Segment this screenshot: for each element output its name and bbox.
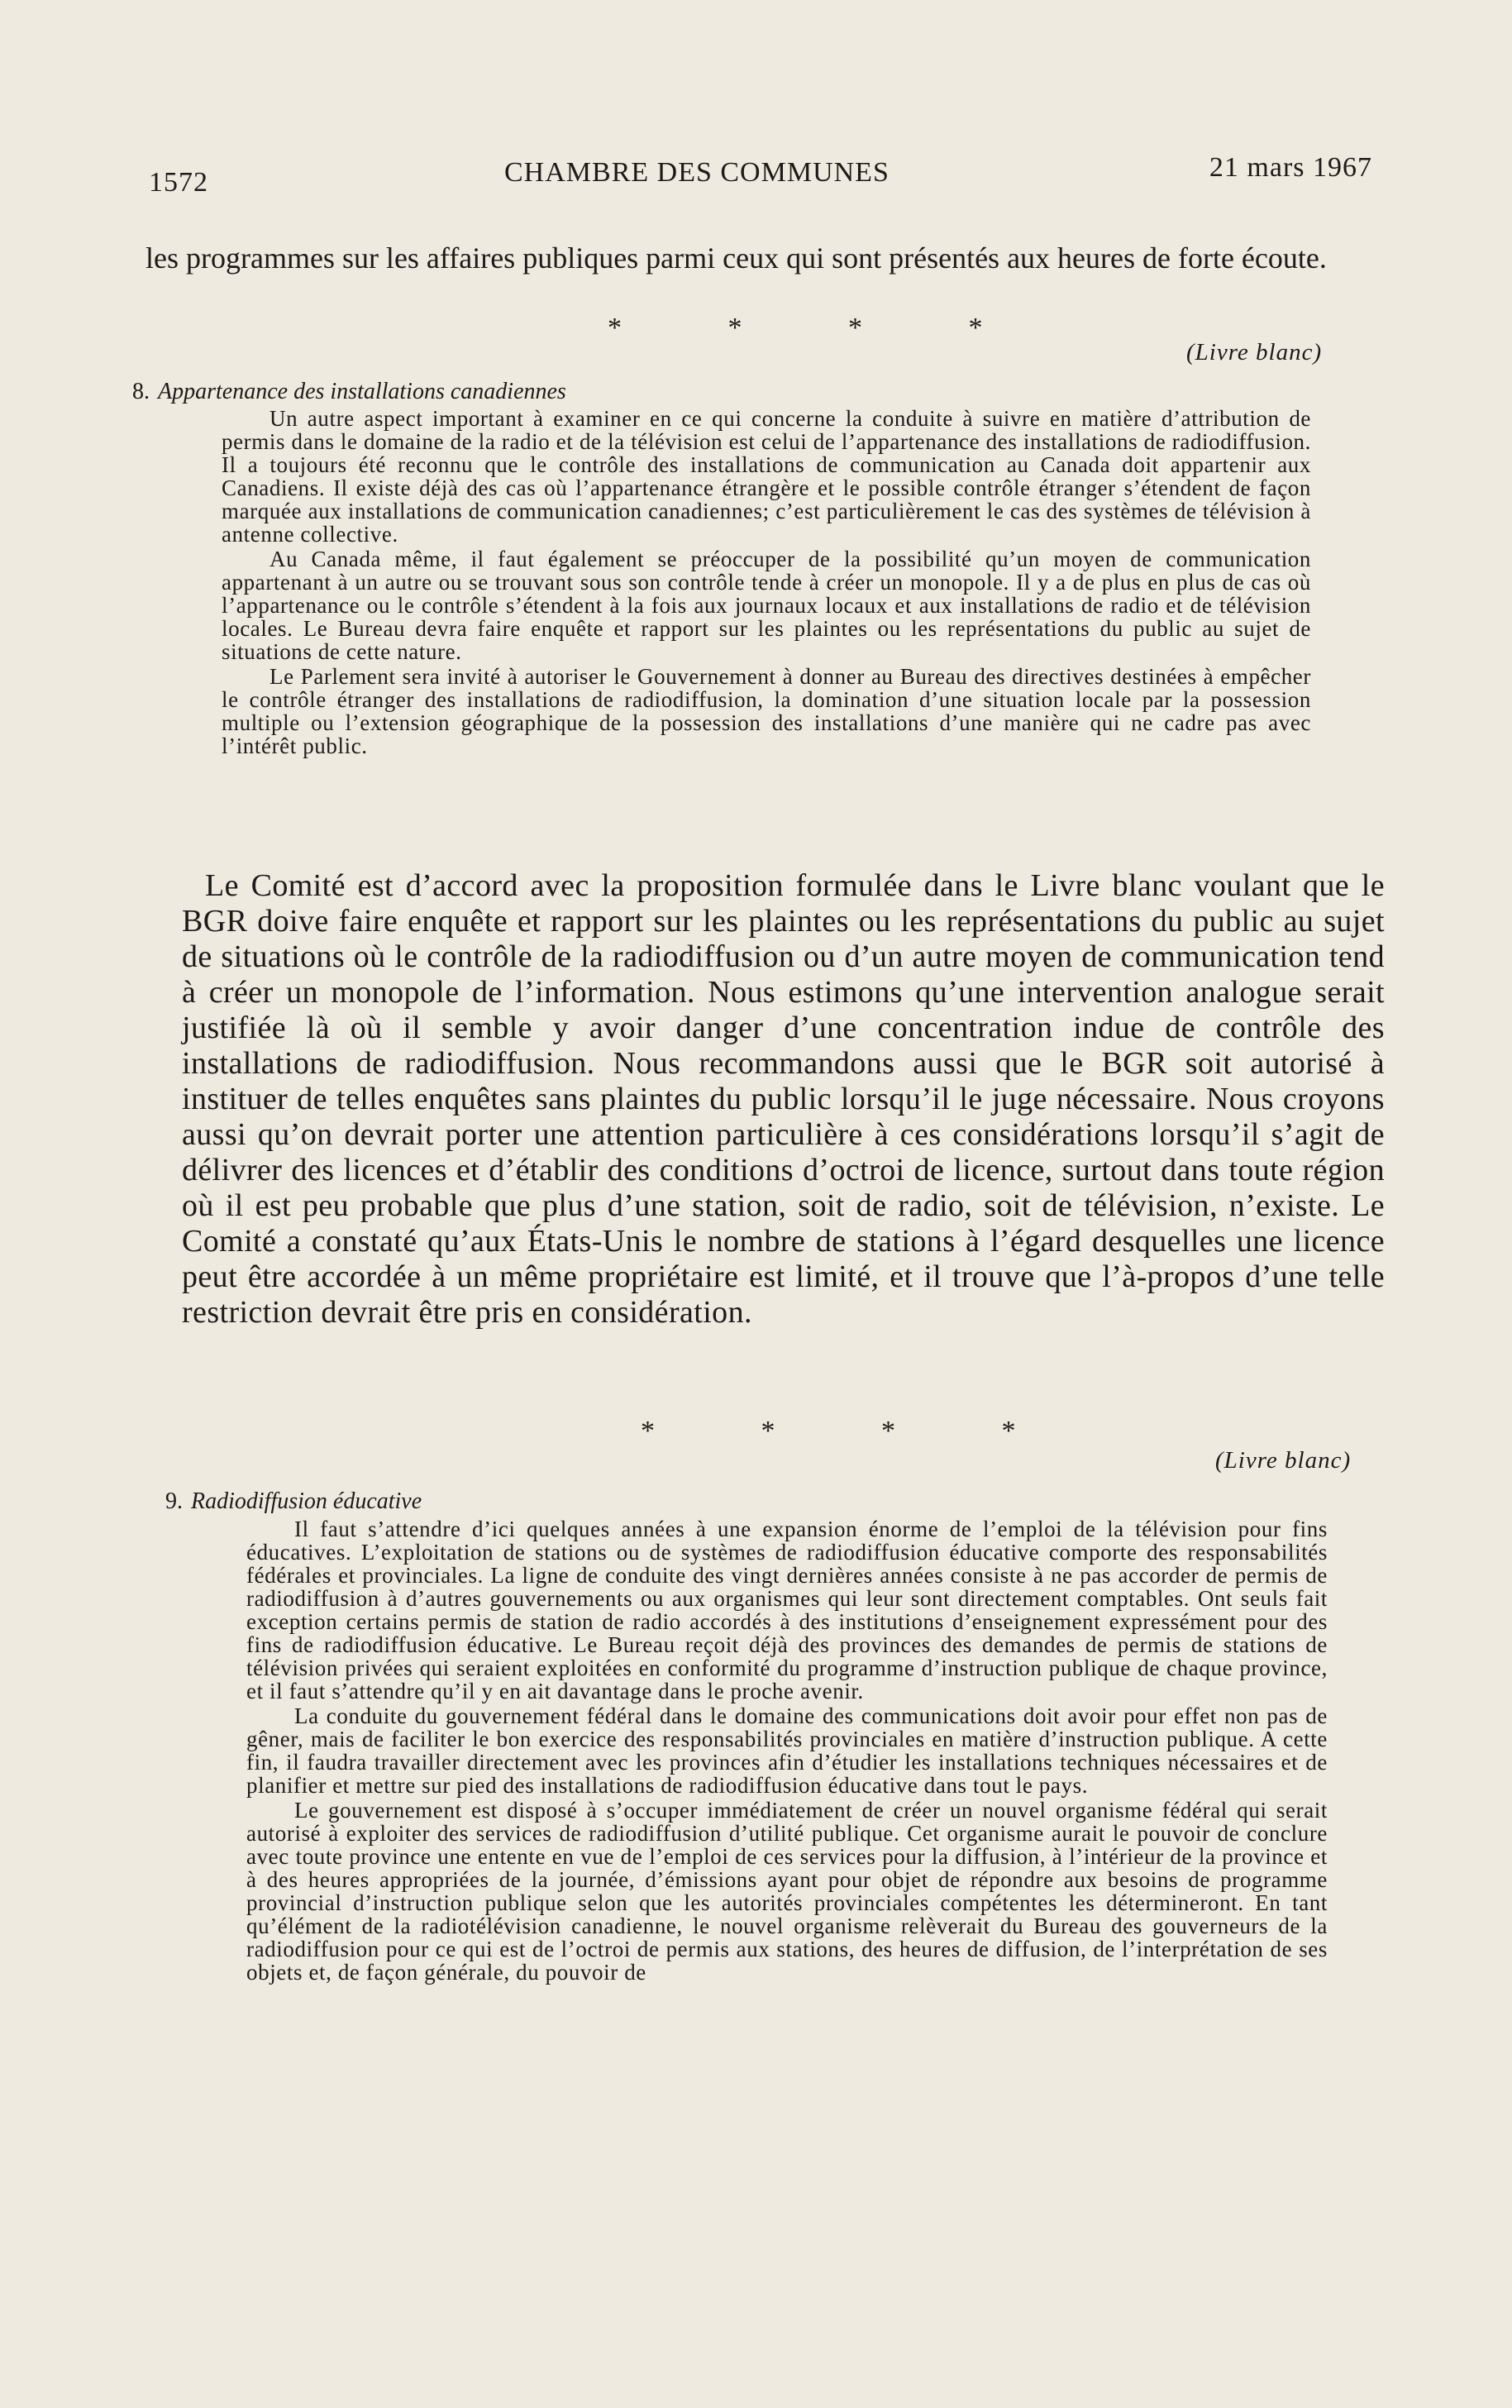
quote-paragraph: Le Parlement sera invité à autoriser le Gouvernement à donner au Bureau des directives destinées à empêcher le contrôle étranger des installations de radiodiffusion, la domination d’une situation locale par la possession multiple ou l’extension géographique de la possession des installations d’une manière qui ne cadre pas avec l’intérêt public. bbox=[222, 664, 1311, 758]
quote-paragraph: Le gouvernement est disposé à s’occuper immédiatement de créer un nouvel organisme fédéral qui serait autorisé à exploiter des services de radiodiffusion d’utilité publique. Cet organisme aurait le pouvoir de conclure avec toute province une entente en vue de l’emploi de ces services pour la diffusion, à l’intérieur de la province et à des heures appropriées de la journée, d’émissions ayant pour objet de répondre aux besoins de programme provincial d’instruction publique selon que les autorités provinciales compétentes les détermineront. En tant qu’élément de la radiotélévision canadienne, le nouvel organisme relèverait du Bureau des gouverneurs de la radiodiffusion pour ce qui est de l’octroi de permis aux stations, des heures de diffusion, de l’interprétation de ses objets et, de façon générale, du pouvoir de bbox=[246, 1798, 1328, 1985]
running-title: CHAMBRE DES COMMUNES bbox=[504, 157, 890, 188]
quote-paragraph: Il faut s’attendre d’ici quelques années à une expansion énorme de l’emploi de la télévision pour fins éducatives. L’exploitation de stations ou de systèmes de radiodiffusion éducative comporte des responsabilités fédérales et provinciales. La ligne de conduite des vingt dernières années consiste à ne pas accorder de permis de radiodiffusion à d’autres gouvernements ou aux organismes qui leur sont directement comptables. Ont seuls fait exception certains permis de station de radio accordés à des institutions d’enseignement expressément pour des fins de radiodiffusion éducative. Le Bureau reçoit déjà des provinces des demandes de permis de stations de télévision privées qui seraient exploitées en conformité du programme d’instruction publique de chaque province, et il faut s’attendre qu’il y en ait davantage dans le proche avenir. bbox=[246, 1517, 1328, 1703]
section-number: 8. bbox=[132, 379, 150, 404]
section-number: 9. bbox=[165, 1488, 183, 1514]
section-heading bbox=[132, 379, 566, 405]
intro-paragraph: les programmes sur les affaires publiques parmi ceux qui sont présentés aux heures de forte écoute. bbox=[145, 241, 1327, 275]
quote-paragraph: Un autre aspect important à examiner en ce qui concerne la conduite à suivre en matière d’attribution de permis dans le domaine de la radio et de la télévision est celui de l’appartenance des installations de radiodiffusion. Il a toujours été reconnu que le contrôle des installations de communication au Canada doit appartenir aux Canadiens. Il existe déjà des cas où l’appartenance étrangère et le possible contrôle étranger s’étendent de façon marquée aux installations de communication canadiennes; c’est particulièrement le cas des systèmes de télévision à antenne collective. bbox=[222, 406, 1311, 547]
separator-stars: * * * * bbox=[608, 313, 1033, 343]
section-title: Appartenance des installations canadiennes bbox=[158, 379, 566, 404]
page-number: 1572 bbox=[149, 167, 208, 198]
committee-paragraph bbox=[182, 868, 1385, 1331]
source-note: (Livre blanc) bbox=[1186, 339, 1323, 366]
body-paragraph: Le Comité est d’accord avec la proposition formulée dans le Livre blanc voulant que le BGR doive faire enquête et rapport sur les plaintes ou les représentations du public au sujet de situations où le contrôle de la radiodiffusion ou d’un autre moyen de communication tend à créer un monopole de l’information. Nous estimons qu’une intervention analogue serait justifiée là où il semble y avoir danger d’une concentration indue de contrôle des installations de radiodiffusion. Nous recommandons aussi que le BGR soit autorisé à instituer de telles enquêtes sans plaintes du public lorsqu’il le juge nécessaire. Nous croyons aussi qu’on devrait porter une attention particulière à ces considérations lorsqu’il s’agit de délivrer des licences et d’établir des conditions d’octroi de licence, surtout dans toute région où il est peu probable que plus d’une station, soit de radio, soit de télévision, n’existe. Le Comité a constaté qu’aux États-Unis le nombre de stations à l’égard desquelles une licence peut être accordée à un même propriétaire est limité, et il trouve que l’à-propos d’une telle restriction devrait être pris en considération. bbox=[182, 868, 1385, 1330]
source-note: (Livre blanc) bbox=[1215, 1447, 1352, 1474]
quoted-text-section-8 bbox=[222, 407, 1311, 759]
quote-paragraph: La conduite du gouvernement fédéral dans le domaine des communications doit avoir pour effet non pas de gêner, mais de faciliter le bon exercice des responsabilités provinciales en matière d’instruction publique. A cette fin, il faudra travailler directement avec les provinces afin d’étudier les installations techniques nécessaires et de planifier et mettre sur pied des installations de radiodiffusion éducative dans tout le pays. bbox=[246, 1703, 1328, 1798]
section-heading bbox=[165, 1488, 422, 1515]
quoted-text-section-9 bbox=[246, 1517, 1328, 1985]
page-header bbox=[149, 152, 1372, 207]
section-title: Radiodiffusion éducative bbox=[191, 1488, 422, 1514]
page-date: 21 mars 1967 bbox=[1209, 152, 1372, 183]
quote-paragraph: Au Canada même, il faut également se préoccuper de la possibilité qu’un moyen de communication appartenant à un autre ou se trouvant sous son contrôle tende à créer un monopole. Il y a de plus en plus de cas où l’appartenance ou le contrôle s’étendent à la fois aux journaux locaux et aux installations de radio et de télévision locales. Le Bureau devra faire enquête et rapport sur les plaintes ou les représentations du public au sujet de situations de cette nature. bbox=[222, 547, 1311, 664]
separator-stars: * * * * bbox=[641, 1416, 1066, 1446]
